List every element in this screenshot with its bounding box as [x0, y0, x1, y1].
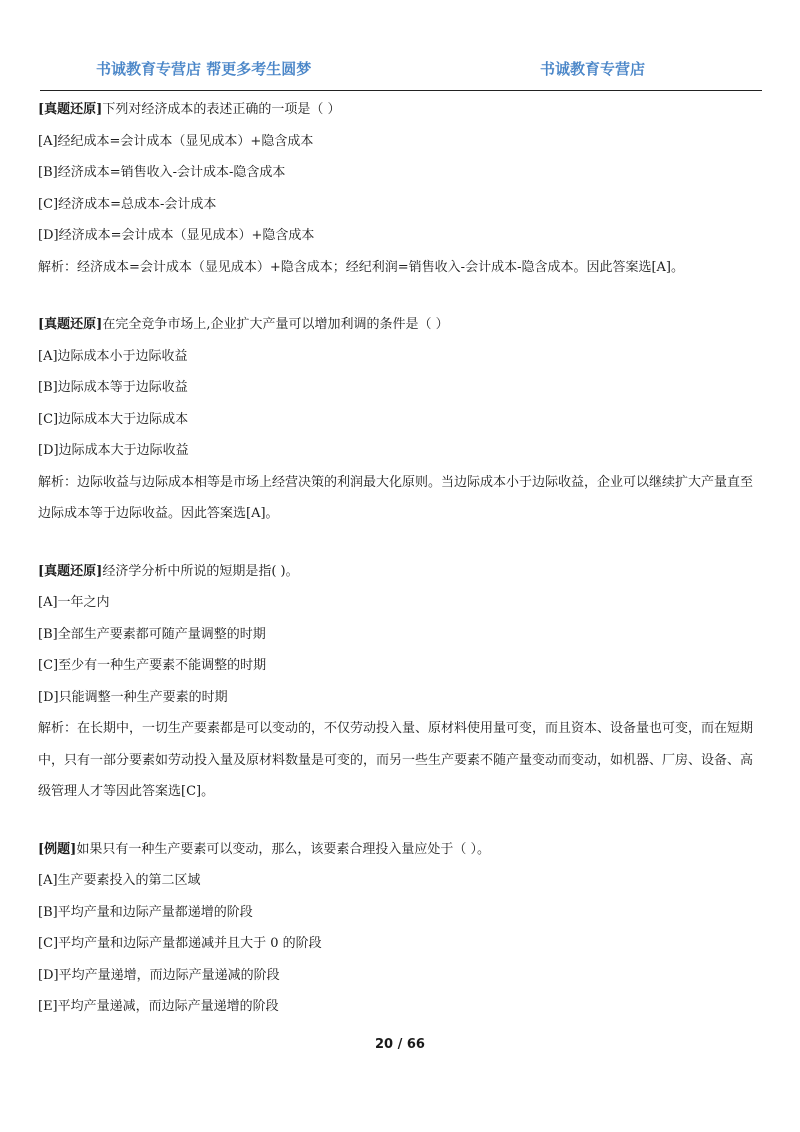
- question-tag: [真题还原]: [38, 563, 103, 579]
- question-text: 经济学分析中所说的短期是指( )。: [102, 563, 299, 579]
- page-header: [40, 56, 762, 91]
- option-a: [A]边际成本小于边际收益: [38, 348, 188, 364]
- question-text: 在完全竞争市场上,企业扩大产量可以增加利调的条件是（ ）: [102, 317, 449, 332]
- option-d: [D]边际成本大于边际收益: [38, 443, 189, 458]
- explanation: 解析：边际收益与边际成本相等是市场上经营决策的利润最大化原则。当边际成本小于边际收益，企业可以继续扩大产量直至边际成本等于边际收益。因此答案选[A]。: [38, 474, 754, 521]
- option-b: [B]经济成本=销售收入-会计成本-隐含成本: [38, 165, 286, 180]
- option-d: [D]平均产量递增，而边际产量递减的阶段: [38, 967, 280, 983]
- question-stem: [38, 94, 764, 126]
- question-stem: [38, 834, 764, 866]
- question-text: 下列对经济成本的表述正确的一项是（ ）: [102, 102, 341, 117]
- option-b: [B]全部生产要素都可随产量调整的时期: [38, 626, 266, 642]
- question-tag: [例题]: [38, 841, 77, 857]
- question-text: 如果只有一种生产要素可以变动，那么，该要素合理投入量应处于（ ）。: [76, 841, 490, 857]
- question-block: [38, 94, 764, 283]
- question-tag: [真题还原]: [38, 102, 103, 117]
- question-tag: [真题还原]: [38, 317, 103, 332]
- option-b: [B]边际成本等于边际收益: [38, 380, 188, 395]
- question-block: [38, 556, 764, 808]
- option-a: [A]经纪成本=会计成本（显见成本）+隐含成本: [38, 133, 314, 149]
- question-stem: [38, 309, 764, 341]
- option-e: [E]平均产量递减，而边际产量递增的阶段: [38, 999, 279, 1014]
- option-c: [C]平均产量和边际产量都递减并且大于 0 的阶段: [38, 936, 322, 951]
- question-block: [38, 309, 764, 530]
- question-block: [38, 834, 764, 1023]
- explanation: 解析：经济成本=会计成本（显见成本）+隐含成本；经纪利润=销售收入-会计成本-隐含成本。因此答案选[A]。: [38, 259, 684, 275]
- option-c: [C]边际成本大于边际成本: [38, 411, 189, 427]
- header-left-text: 书诚教育专营店 帮更多考生圆梦: [96, 60, 312, 78]
- option-b: [B]平均产量和边际产量都递增的阶段: [38, 904, 253, 920]
- page-number: 20 / 66: [375, 1037, 425, 1052]
- option-a: [A]生产要素投入的第二区域: [38, 873, 201, 888]
- document-body: [38, 94, 764, 1049]
- explanation: 解析：在长期中，一切生产要素都是可以变动的，不仅劳动投入量、原材料使用量可变，而且资本、设备量也可变，而在短期中，只有一部分要素如劳动投入量及原材料数量是可变的，而另一些生产要素不随产量变动而变动，如机器、厂房、设备、高级管理人才等因此答案选[C]。: [38, 721, 754, 799]
- option-c: [C]经济成本=总成本-会计成本: [38, 196, 217, 212]
- option-a: [A]一年之内: [38, 595, 110, 610]
- header-right-text: 书诚教育专营店: [540, 60, 646, 78]
- question-stem: [38, 556, 764, 588]
- option-c: [C]至少有一种生产要素不能调整的时期: [38, 658, 267, 673]
- option-d: [D]经济成本=会计成本（显见成本）+隐含成本: [38, 228, 315, 243]
- option-d: [D]只能调整一种生产要素的时期: [38, 689, 228, 705]
